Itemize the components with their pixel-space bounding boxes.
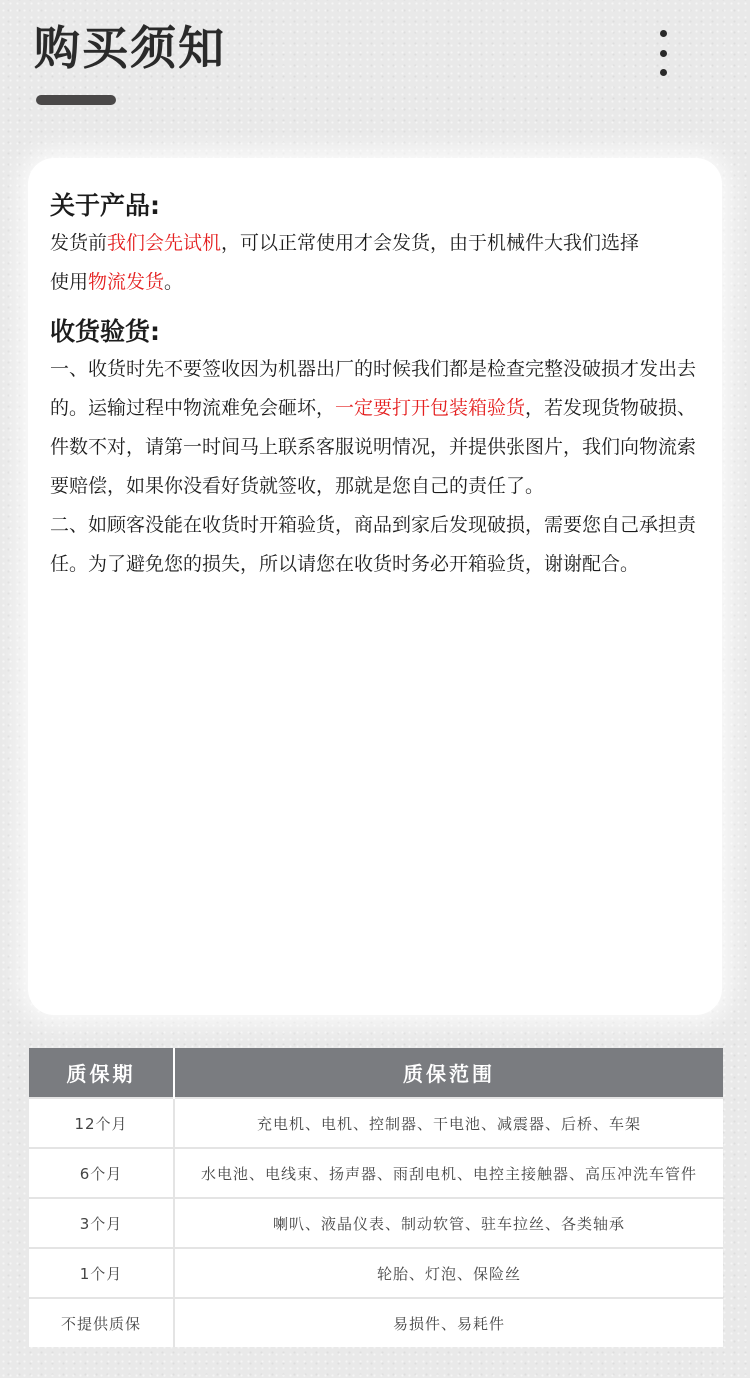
period-cell: 1个月 <box>29 1248 174 1298</box>
period-cell: 12个月 <box>29 1098 174 1148</box>
about-line1-before: 发货前 <box>50 232 108 254</box>
notice-content <box>50 188 710 584</box>
table-row <box>29 1098 723 1148</box>
period-cell: 6个月 <box>29 1148 174 1198</box>
inspection-para1-after: ，若发现货物破损、件数不对，请第一时间马上联系客服说明情况，并提供张图片，我们向物流索要赔偿，如果你没看好货就签收，那就是您自己的责任了。 <box>50 397 697 497</box>
scope-cell: 水电池、电线束、扬声器、雨刮电机、电控主接触器、高压冲洗车管件 <box>174 1148 723 1198</box>
table-row <box>29 1248 723 1298</box>
notice-card <box>28 158 722 1015</box>
table-header-row <box>29 1048 723 1098</box>
more-dot <box>660 50 667 57</box>
scope-cell: 易损件、易耗件 <box>174 1298 723 1347</box>
table-row <box>29 1298 723 1347</box>
more-dot <box>660 30 667 37</box>
table-row <box>29 1148 723 1198</box>
about-line2-highlight: 物流发货 <box>88 271 165 293</box>
inspection-para1 <box>50 350 710 506</box>
scope-cell: 轮胎、灯泡、保险丝 <box>174 1248 723 1298</box>
header-scope: 质保范围 <box>174 1048 723 1098</box>
inspection-para2: 二、如顾客没能在收货时开箱验货，商品到家后发现破损，需要您自己承担责任。为了避免您的损失，所以请您在收货时务必开箱验货，谢谢配合。 <box>50 514 697 575</box>
inspection-heading: 收货验货: <box>50 317 160 346</box>
about-line1-highlight: 我们会先试机 <box>107 232 222 254</box>
about-line2-after: 。 <box>164 271 184 293</box>
inspection-para1-before: 一、收货时先不要签收因为机器出厂的时候我们都是检查完整没破损才发出去的。运输过程中物流难免会砸坏， <box>50 358 697 419</box>
about-line1-after: ，可以正常使用才会发货，由于机械件大我们选择 <box>221 232 640 254</box>
scope-cell: 充电机、电机、控制器、干电池、减震器、后桥、车架 <box>174 1098 723 1148</box>
scope-cell: 喇叭、液晶仪表、制动软管、驻车拉丝、各类轴承 <box>174 1198 723 1248</box>
about-product-text <box>50 224 710 302</box>
page-title: 购买须知 <box>34 21 226 75</box>
period-cell: 3个月 <box>29 1198 174 1248</box>
header-period: 质保期 <box>29 1048 174 1098</box>
more-dot <box>660 69 667 76</box>
period-cell: 不提供质保 <box>29 1298 174 1347</box>
about-product-heading: 关于产品: <box>50 191 160 220</box>
more-vertical-icon[interactable] <box>648 30 678 76</box>
about-line2-before: 使用 <box>50 271 89 293</box>
inspection-para1-highlight: 一定要打开包装箱验货 <box>335 397 526 419</box>
table-row <box>29 1198 723 1248</box>
warranty-table <box>29 1048 723 1347</box>
title-underline <box>36 95 116 105</box>
